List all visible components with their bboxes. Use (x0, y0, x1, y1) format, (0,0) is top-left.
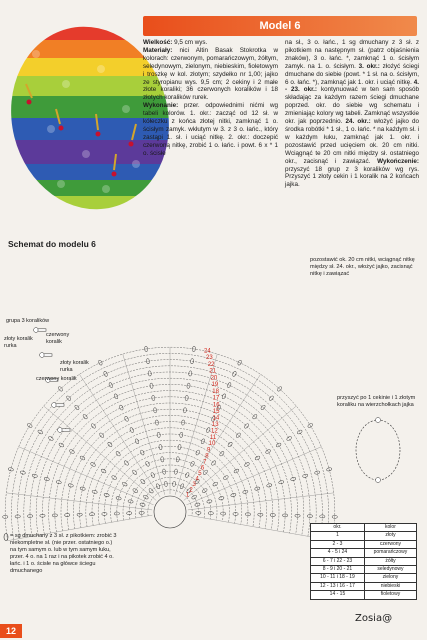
row-number: 3 (192, 482, 196, 489)
puff-stitch-mark (111, 475, 117, 480)
row-number: 2 (189, 487, 193, 494)
row-number: 11 (209, 434, 217, 441)
round24-text: włożyć jajko do środka robótki * 1 sł., 1 o. łańc. * na każdym sł. i w każdym łuku, zamknąć jak 1. okr. i pozostawić przed ucięciem ok. 20 cm nitki. Wciągnąć te 20 cm nitki między sł. ostatniego okr., zacisnąć i zawiązać. (285, 118, 419, 165)
row-number: 4 (195, 476, 199, 483)
row-number: 16 (212, 402, 220, 409)
puff-stitch-mark (278, 480, 284, 484)
model-title: Model 6 (143, 16, 417, 36)
gold-tube-bead-icon (56, 404, 64, 406)
row-number: 20 (210, 375, 218, 382)
table-cell-color: fioletowy (364, 591, 416, 599)
table-row (311, 532, 417, 540)
page-number: 12 (0, 624, 22, 638)
puff-stitch-mark (48, 436, 54, 441)
puff-stitch-symbol (4, 534, 8, 541)
round3-text: złożyć ściegi dmuchane do siebie (powt. * 1 sł. na o. ścisłym, 6 o. łańc. *), zamknąć jak 1. okr. i uciąć nitkę. (285, 62, 419, 86)
puff-stitch-mark (99, 432, 105, 438)
table-row (311, 540, 417, 548)
row-number: 8 (205, 453, 209, 460)
table-cell-color: czerwony (364, 540, 416, 548)
table-cell-round: 10 - 11 i 18 - 19 (311, 574, 365, 582)
puff-stitch-mark (254, 455, 260, 460)
table-cell-round: 2 - 3 (311, 540, 365, 548)
signature: Zosia@ (355, 613, 393, 624)
red-bead-icon (34, 328, 39, 333)
red-bead-icon (40, 353, 45, 358)
execution-label: Wykonanie: (143, 102, 179, 110)
row-number: 18 (212, 388, 219, 395)
table-cell-round: 12 - 13 i 16 - 17 (311, 582, 365, 590)
instructions-right-column (285, 39, 419, 189)
color-table (310, 523, 417, 600)
table-cell-round: 6 - 7 i 22 - 23 (311, 557, 365, 565)
red-bead-icon (52, 403, 57, 408)
puff-stitch-mark (115, 451, 121, 457)
egg-outline (356, 420, 400, 480)
puff-stitch-mark (145, 461, 150, 467)
red-bead-icon (58, 428, 63, 433)
puff-stitch-mark (140, 503, 146, 507)
size-value: 9,5 cm wys. (174, 39, 208, 46)
table-cell-color: zielony (364, 574, 416, 582)
instructions-left-column (143, 39, 278, 158)
row-number: 22 (207, 361, 215, 368)
puff-stitch-mark (218, 496, 224, 500)
puff-stitch-mark (244, 462, 250, 467)
label-gold-tube-bead: złoty koralik rurka (4, 336, 33, 349)
row-number: 23 (206, 355, 213, 362)
puff-stitch-mark (135, 438, 140, 444)
row-number: 9 (207, 447, 211, 454)
puff-stitch-mark (188, 371, 192, 377)
table-row (311, 557, 417, 565)
puff-stitch-mark (91, 423, 97, 429)
table-cell-color: niebieski (364, 582, 416, 590)
round24-label: 24. okr.: (345, 118, 371, 126)
puff-stitch-mark (56, 480, 62, 484)
gold-tube-bead-icon (38, 329, 46, 331)
puff-stitch-mark (207, 499, 213, 503)
puff-stitch-mark (92, 490, 98, 494)
materials-text: nici Altin Basak Stokrotka w kolorach: czerwonym, pomarańczowym, żółtym, seledynowym, zielonym, niebieskim, fioletowym i troszkę w kol. złotym; szydełko nr 1,00; jajko ze styropianu wys. 9,5 cm; 2 cekiny i 2 małe złote koraliki; 36 czerwonych koralików i 18 złotych koralików rurek. (143, 46, 279, 102)
materials-label: Materiały: (143, 46, 173, 54)
table-cell-round: 4 - 5 i 24 (311, 549, 365, 557)
puff-stitch-mark (212, 481, 218, 486)
puff-stitch-mark (124, 460, 130, 466)
size-label: Wielkość: (143, 39, 173, 46)
label-bead-group: grupa 3 koralików (6, 318, 50, 324)
puff-stitch-mark (150, 472, 155, 478)
stitch-spoke (6, 493, 152, 510)
puff-stitch-mark (244, 423, 250, 429)
color-table-head-round: okr. (311, 524, 365, 532)
note-finishing-thread: pozostawić ok. 20 cm nitki, wciągnąć nitkę między sł. 24. okr., włożyć jajko, zacisnąć nitkę i zawiązać (310, 257, 415, 277)
puff-stitch-mark (290, 477, 296, 481)
row-number: 14 (212, 415, 220, 422)
puff-stitch-mark (132, 469, 138, 475)
table-row (311, 591, 417, 599)
magic-ring (154, 496, 186, 528)
puff-stitch-mark (286, 436, 292, 441)
sequin-icon (376, 478, 381, 483)
row-number: 15 (212, 408, 220, 415)
round2-text: na sł., 3 o. łańc., 1 sg dmuchany z 3 sł. z pikotkiem na następnym sł. (patrz objaśnienia znaków), 3 o. łańc. *, zamknąć 1 o. ścisłym zamyk. na 1. o. ścisłym. (285, 39, 419, 70)
finishing-text: przyszyć 18 grup z 3 koralików wg rys. Przyszyć 1 złoty cekin i 1 koralik na 2 końcach jajka. (285, 165, 419, 189)
row-number: 21 (209, 368, 217, 375)
row-number: 17 (212, 395, 220, 402)
puff-stitch-mark (157, 432, 161, 438)
label-red-bead-2: czerwony koralik (36, 376, 77, 382)
execution-text: przer. odpowiednimi nićmi wg tabeli kolorów. 1. okr.: zacząć od 12 sł. w kółeczku z końca złotej nitki, zamknąć 1 o. ścisłym zamyk. wkłutym w 3. z 3 o. łańc., który zastąpi 1. sł. i uciąć nitkę. 2. okr.: doczepić czerwoną nitkę, zrobić 1 o. łańc. i powt. 6 x * 1 o. ścisłe (143, 102, 279, 157)
row-number: 19 (211, 382, 219, 389)
note-sequin: przyszyć po 1 cekinie i 1 złotym koraliku na wierzchołkach jajka (337, 395, 416, 408)
row-number: 6 (200, 465, 205, 472)
puff-stitch-mark (221, 393, 226, 399)
round3-label: 3. okr.: (358, 62, 380, 70)
puff-stitch-mark (227, 442, 233, 448)
puff-stitch-mark (104, 493, 110, 497)
finishing-label: Wykończenie: (377, 157, 419, 165)
table-row (311, 549, 417, 557)
table-cell-color: złoty (364, 532, 416, 540)
row-number: 12 (211, 428, 218, 435)
diagram-title: Schemat do modelu 6 (8, 239, 96, 249)
puff-stitch-mark (140, 450, 145, 456)
table-row (311, 582, 417, 590)
stitch-spoke (44, 406, 156, 500)
puff-stitch-mark (129, 427, 134, 433)
sequin-icon (376, 418, 381, 423)
puff-stitch-mark (185, 472, 190, 478)
row-number: 5 (198, 471, 202, 478)
table-row (311, 565, 417, 573)
puff-stitch-mark (183, 407, 187, 413)
puff-stitch-mark (101, 468, 107, 473)
table-cell-color: seledynowy (364, 565, 416, 573)
gold-tube-bead-icon (44, 354, 52, 356)
table-cell-color: żółty (364, 557, 416, 565)
table-cell-round: 14 - 15 (311, 591, 365, 599)
puff-stitch-mark (58, 442, 64, 447)
puff-stitch-mark (172, 481, 176, 487)
gold-tube-bead-icon (62, 429, 70, 431)
row-number: 10 (208, 441, 216, 448)
table-cell-color: pomarańczowy (364, 549, 416, 557)
row-number: 7 (203, 459, 207, 466)
round4-23-text: kontynuować w ten sam sposób składając za każdym razem ściegi dmuchane poprzed. okr. do siebie wg schematu i zmieniając kolory wg tabeli. Zamknąć wszystkie okr. jak poprzednio. (285, 86, 419, 126)
puff-stitch-mark (107, 442, 113, 448)
puff-stitch-mark (150, 383, 154, 389)
color-table-head-color: kolor (364, 524, 416, 532)
puff-stitch-mark (195, 450, 200, 456)
puff-stitch-mark (232, 371, 237, 377)
puff-stitch-mark (178, 444, 182, 450)
row-number: 13 (211, 422, 219, 429)
puff-stitch-mark (20, 470, 26, 474)
label-red-bead: czerwony koralik (46, 332, 70, 345)
row-number: 1 (185, 492, 190, 499)
color-table-header (311, 524, 417, 532)
round4-23-label: 4. - 23. okr.: (285, 78, 419, 94)
table-cell-round: 1 (311, 532, 365, 540)
stitch-spoke (185, 492, 334, 510)
note-puff-stitch-legend: = sg dmuchany z 3 sł. z pikotkiem: zrobić 3 niekompletne sł. (nie przer. ostatniego o.) na tym samym o. lub w tym samym łuku, przer. 4 o. na 1 raz i na pikotek zrobić 4 o. łańc. i 1 o. ścisłe na główce ściegu dmuchanego (10, 533, 117, 574)
table-row (311, 574, 417, 582)
stitch-spoke (19, 447, 154, 505)
table-cell-round: 8 - 9 i 20 - 21 (311, 565, 365, 573)
label-gold-tube-bead-2: złoty koralik rurka (60, 360, 89, 373)
row-number: 24 (204, 348, 211, 355)
puff-stitch-mark (148, 371, 152, 377)
puff-stitch-mark (159, 444, 163, 450)
